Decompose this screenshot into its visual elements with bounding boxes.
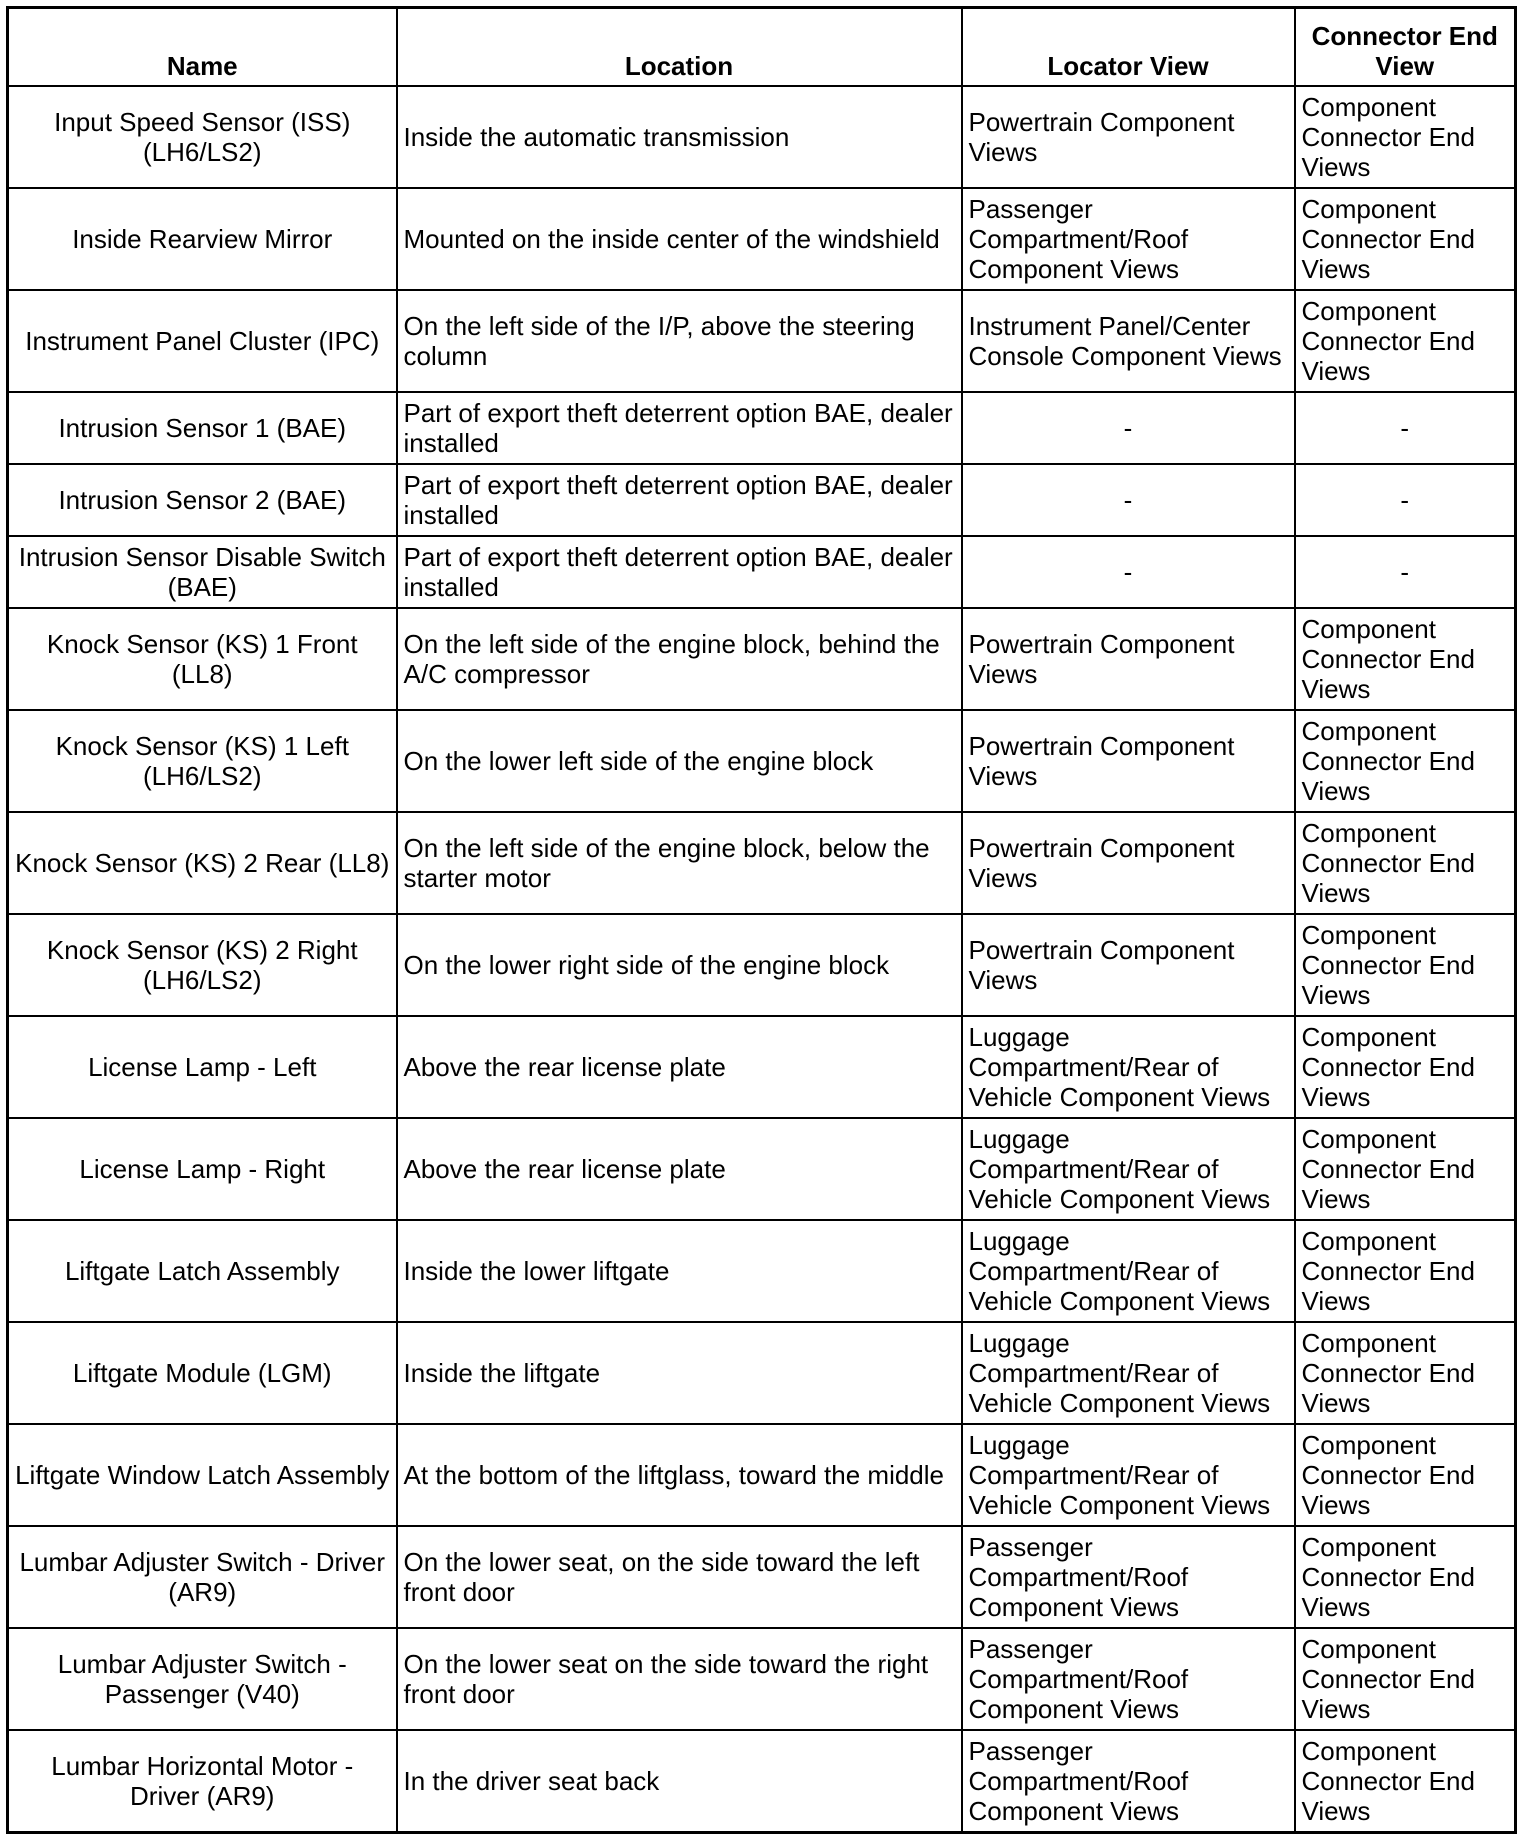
cell-locator-view: - bbox=[962, 464, 1295, 536]
cell-location: Inside the lower liftgate bbox=[397, 1220, 962, 1322]
table-row bbox=[8, 1424, 1516, 1526]
table-row bbox=[8, 188, 1516, 290]
cell-locator-view: Powertrain Component Views bbox=[962, 710, 1295, 812]
table-row bbox=[8, 1526, 1516, 1628]
component-locations-table bbox=[6, 6, 1517, 1834]
cell-locator-view: Passenger Compartment/Roof Component Views bbox=[962, 188, 1295, 290]
header-location: Location bbox=[397, 8, 962, 87]
cell-name: Knock Sensor (KS) 1 Front (LL8) bbox=[8, 608, 397, 710]
cell-location: Above the rear license plate bbox=[397, 1118, 962, 1220]
table-body bbox=[8, 86, 1516, 1833]
cell-connector-end-view: Component Connector End Views bbox=[1295, 188, 1516, 290]
cell-connector-end-view: Component Connector End Views bbox=[1295, 1526, 1516, 1628]
cell-name: Liftgate Latch Assembly bbox=[8, 1220, 397, 1322]
table-row bbox=[8, 536, 1516, 608]
cell-name: Instrument Panel Cluster (IPC) bbox=[8, 290, 397, 392]
cell-connector-end-view: Component Connector End Views bbox=[1295, 812, 1516, 914]
cell-locator-view: Luggage Compartment/Rear of Vehicle Component Views bbox=[962, 1424, 1295, 1526]
cell-name: Intrusion Sensor 2 (BAE) bbox=[8, 464, 397, 536]
table-row bbox=[8, 1730, 1516, 1833]
cell-connector-end-view: Component Connector End Views bbox=[1295, 1322, 1516, 1424]
cell-connector-end-view: Component Connector End Views bbox=[1295, 1118, 1516, 1220]
table-row bbox=[8, 1322, 1516, 1424]
header-locator-view: Locator View bbox=[962, 8, 1295, 87]
cell-locator-view: Instrument Panel/Center Console Component Views bbox=[962, 290, 1295, 392]
cell-locator-view: Powertrain Component Views bbox=[962, 812, 1295, 914]
table-row bbox=[8, 914, 1516, 1016]
cell-locator-view: Powertrain Component Views bbox=[962, 914, 1295, 1016]
cell-locator-view: - bbox=[962, 392, 1295, 464]
cell-location: On the left side of the engine block, behind the A/C compressor bbox=[397, 608, 962, 710]
cell-connector-end-view: Component Connector End Views bbox=[1295, 290, 1516, 392]
header-name: Name bbox=[8, 8, 397, 87]
cell-name: Knock Sensor (KS) 1 Left (LH6/LS2) bbox=[8, 710, 397, 812]
cell-location: On the lower seat on the side toward the right front door bbox=[397, 1628, 962, 1730]
cell-name: Lumbar Adjuster Switch - Driver (AR9) bbox=[8, 1526, 397, 1628]
cell-connector-end-view: Component Connector End Views bbox=[1295, 1424, 1516, 1526]
cell-location: On the left side of the I/P, above the steering column bbox=[397, 290, 962, 392]
cell-location: In the driver seat back bbox=[397, 1730, 962, 1833]
cell-name: Knock Sensor (KS) 2 Right (LH6/LS2) bbox=[8, 914, 397, 1016]
table-row bbox=[8, 464, 1516, 536]
cell-locator-view: Passenger Compartment/Roof Component Views bbox=[962, 1526, 1295, 1628]
cell-location: Part of export theft deterrent option BAE, dealer installed bbox=[397, 536, 962, 608]
cell-locator-view: Passenger Compartment/Roof Component Views bbox=[962, 1730, 1295, 1833]
cell-connector-end-view: - bbox=[1295, 392, 1516, 464]
cell-location: Inside the liftgate bbox=[397, 1322, 962, 1424]
table-header bbox=[8, 8, 1516, 87]
cell-name: Inside Rearview Mirror bbox=[8, 188, 397, 290]
header-row bbox=[8, 8, 1516, 87]
table-row bbox=[8, 1628, 1516, 1730]
cell-location: Above the rear license plate bbox=[397, 1016, 962, 1118]
cell-name: Input Speed Sensor (ISS) (LH6/LS2) bbox=[8, 86, 397, 188]
cell-location: On the lower right side of the engine block bbox=[397, 914, 962, 1016]
cell-location: Mounted on the inside center of the windshield bbox=[397, 188, 962, 290]
cell-connector-end-view: - bbox=[1295, 536, 1516, 608]
cell-location: Part of export theft deterrent option BAE, dealer installed bbox=[397, 392, 962, 464]
cell-location: Inside the automatic transmission bbox=[397, 86, 962, 188]
cell-locator-view: Luggage Compartment/Rear of Vehicle Component Views bbox=[962, 1016, 1295, 1118]
cell-locator-view: Powertrain Component Views bbox=[962, 86, 1295, 188]
cell-connector-end-view: Component Connector End Views bbox=[1295, 914, 1516, 1016]
table-row bbox=[8, 290, 1516, 392]
cell-name: Lumbar Horizontal Motor - Driver (AR9) bbox=[8, 1730, 397, 1833]
cell-location: On the lower seat, on the side toward the left front door bbox=[397, 1526, 962, 1628]
cell-locator-view: Luggage Compartment/Rear of Vehicle Component Views bbox=[962, 1118, 1295, 1220]
cell-name: Intrusion Sensor Disable Switch (BAE) bbox=[8, 536, 397, 608]
cell-connector-end-view: Component Connector End Views bbox=[1295, 1220, 1516, 1322]
cell-name: Knock Sensor (KS) 2 Rear (LL8) bbox=[8, 812, 397, 914]
cell-location: On the left side of the engine block, below the starter motor bbox=[397, 812, 962, 914]
table-row bbox=[8, 1016, 1516, 1118]
cell-name: License Lamp - Left bbox=[8, 1016, 397, 1118]
header-connector-end-view: Connector End View bbox=[1295, 8, 1516, 87]
cell-name: Intrusion Sensor 1 (BAE) bbox=[8, 392, 397, 464]
cell-locator-view: - bbox=[962, 536, 1295, 608]
cell-connector-end-view: - bbox=[1295, 464, 1516, 536]
cell-location: On the lower left side of the engine block bbox=[397, 710, 962, 812]
cell-connector-end-view: Component Connector End Views bbox=[1295, 608, 1516, 710]
table-row bbox=[8, 392, 1516, 464]
cell-name: License Lamp - Right bbox=[8, 1118, 397, 1220]
cell-name: Lumbar Adjuster Switch - Passenger (V40) bbox=[8, 1628, 397, 1730]
cell-location: Part of export theft deterrent option BAE, dealer installed bbox=[397, 464, 962, 536]
cell-connector-end-view: Component Connector End Views bbox=[1295, 1730, 1516, 1833]
table-row bbox=[8, 86, 1516, 188]
cell-connector-end-view: Component Connector End Views bbox=[1295, 1628, 1516, 1730]
table-row bbox=[8, 1118, 1516, 1220]
cell-locator-view: Luggage Compartment/Rear of Vehicle Component Views bbox=[962, 1322, 1295, 1424]
table-row bbox=[8, 608, 1516, 710]
table-row bbox=[8, 710, 1516, 812]
cell-name: Liftgate Module (LGM) bbox=[8, 1322, 397, 1424]
cell-location: At the bottom of the liftglass, toward the middle bbox=[397, 1424, 962, 1526]
cell-locator-view: Powertrain Component Views bbox=[962, 608, 1295, 710]
cell-name: Liftgate Window Latch Assembly bbox=[8, 1424, 397, 1526]
cell-connector-end-view: Component Connector End Views bbox=[1295, 710, 1516, 812]
cell-locator-view: Passenger Compartment/Roof Component Views bbox=[962, 1628, 1295, 1730]
table-row bbox=[8, 1220, 1516, 1322]
cell-locator-view: Luggage Compartment/Rear of Vehicle Component Views bbox=[962, 1220, 1295, 1322]
table-row bbox=[8, 812, 1516, 914]
cell-connector-end-view: Component Connector End Views bbox=[1295, 86, 1516, 188]
cell-connector-end-view: Component Connector End Views bbox=[1295, 1016, 1516, 1118]
